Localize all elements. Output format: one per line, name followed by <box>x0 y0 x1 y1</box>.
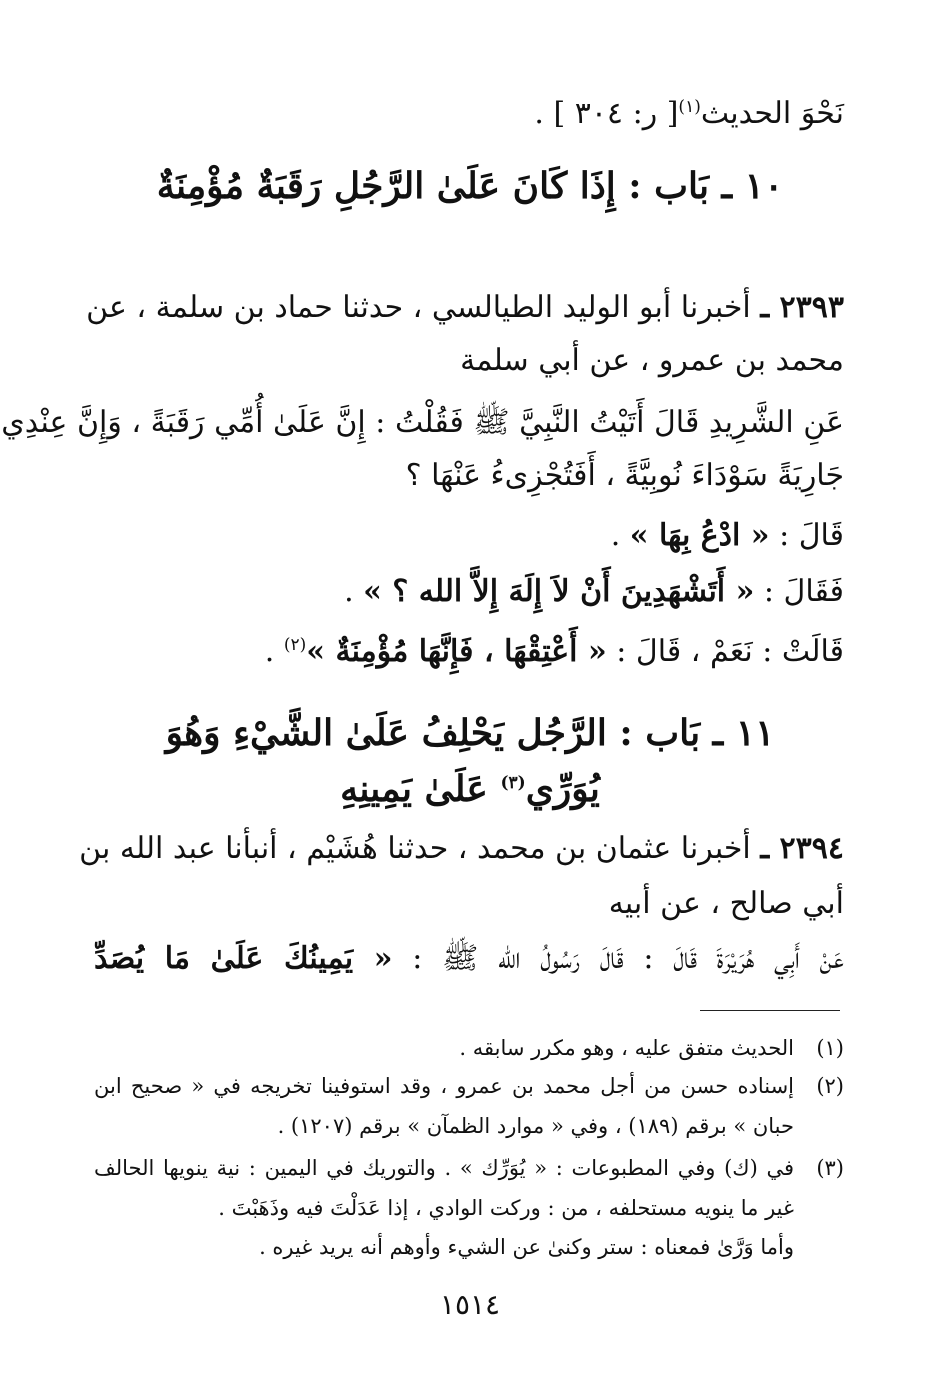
footnote-line: غير ما ينويه مستحلفه ، من : وركت الوادي ، إذا عَدَلْتَ فيه وذَهَبْتَ . <box>218 1196 794 1220</box>
dialogue-end: . <box>344 574 354 609</box>
footnote-number: (١) <box>816 1036 844 1060</box>
section-heading: ١٠ ـ بَاب : إِذَا كَانَ عَلَىٰ الرَّجُلِ رَقَبَةٌ مُؤْمِنَةٌ <box>156 165 784 207</box>
isnad-text: أخبرنا أبو الوليد الطيالسي ، حدثنا حماد بن سلمة ، عن <box>86 290 751 325</box>
dialogue-quote: « ادْعُ بِهَا » <box>629 518 770 553</box>
footnote-mark: (٢) <box>283 635 307 655</box>
footnote-mark: (٣) <box>500 773 526 793</box>
footnote-number: (٢) <box>816 1074 844 1098</box>
hadith-isnad-line <box>79 831 844 866</box>
dialogue-quote: « أَتَشْهَدِينَ أَنْ لاَ إِلَهَ إِلاَّ الله ؟ » <box>363 574 755 609</box>
dialogue-end: . <box>264 634 275 669</box>
dialogue-line <box>344 574 844 609</box>
hadith-number: ٢٣٩٣ ـ <box>760 290 844 325</box>
isnad-text: أخبرنا عثمان بن محمد ، حدثنا هُشَيْم ، أنبأنا عبد الله بن <box>79 831 751 866</box>
dialogue-end: . <box>610 518 621 553</box>
footnote-line: إسناده حسن من أجل محمد بن عمرو ، وقد استوفينا تخريجه في « صحيح ابن <box>94 1074 794 1098</box>
heading-word: يُوَرِّي <box>525 768 600 810</box>
heading-word: عَلَىٰ يَمِينِهِ <box>340 768 488 810</box>
hadith-number: ٢٣٩٤ ـ <box>760 831 844 866</box>
dialogue-line <box>611 518 844 553</box>
dialogue-speaker: قَالَتْ : نَعَمْ ، قَالَ : <box>616 634 844 669</box>
hadith-isnad-line: محمد بن عمرو ، عن أبي سلمة <box>460 343 844 378</box>
hadith-matn-line <box>94 940 844 983</box>
dialogue-line <box>265 634 844 669</box>
carryover-line <box>534 96 844 131</box>
section-heading: ١١ ـ بَاب : الرَّجُل يَحْلِفُ عَلَىٰ الشَّيْءِ وَهُوَ <box>165 712 775 754</box>
dialogue-quote: « يَمِينُكَ عَلَىٰ مَا يُصَدِّ <box>94 941 393 976</box>
footnote-number: (٣) <box>816 1156 844 1180</box>
dialogue-speaker: فَقَالَ : <box>763 574 844 609</box>
carryover-ref: [ ر: ٣٠٤ ] . <box>534 96 679 131</box>
hadith-isnad-line: أبي صالح ، عن أبيه <box>608 886 844 921</box>
footnote-mark: (١) <box>678 97 701 117</box>
dialogue-speaker: قَالَ : <box>779 518 844 553</box>
footnote-line: في (ك) وفي المطبوعات : « يُوَرِّك » . والتوريك في اليمين : نية ينويها الحالف <box>94 1156 794 1180</box>
matn-text: عَنْ أَبِي هُرَيْرَةَ قَالَ : قَالَ رَسُولُ الله ﷺ : <box>412 941 844 976</box>
footnote-line: وأما وَرَّىٰ فمعناه : ستر وكنىٰ عن الشيء وأوهم أنه يريد غيره . <box>259 1235 794 1259</box>
footnote-line: الحديث متفق عليه ، وهو مكرر سابقه . <box>459 1036 794 1060</box>
section-heading <box>96 768 844 810</box>
hadith-matn-line: عَنِ الشَّرِيدِ قَالَ أَتَيْتُ النَّبِيَّ ﷺ فَقُلْتُ : إِنَّ عَلَىٰ أُمِّي رَقَبَةً ، وَإِنَّ عِنْدِي <box>1 405 844 440</box>
hadith-matn-line: جَارِيَةً سَوْدَاءَ نُوبِيَّةً ، أَفَتُجْزِىءُ عَنْهَا ؟ <box>405 458 844 493</box>
hadith-isnad-line <box>86 290 844 325</box>
page-number: ١٥١٤ <box>439 1288 501 1321</box>
dialogue-quote: « أَعْتِقْهَا ، فَإِنَّهَا مُؤْمِنَةٌ » <box>306 634 607 669</box>
carryover-text: نَحْوَ الحديث <box>700 96 844 131</box>
footnote-separator <box>700 1010 840 1011</box>
footnote-line: حبان » برقم (١٨٩) ، وفي « موارد الظمآن » برقم (١٢٠٧) . <box>277 1114 794 1138</box>
